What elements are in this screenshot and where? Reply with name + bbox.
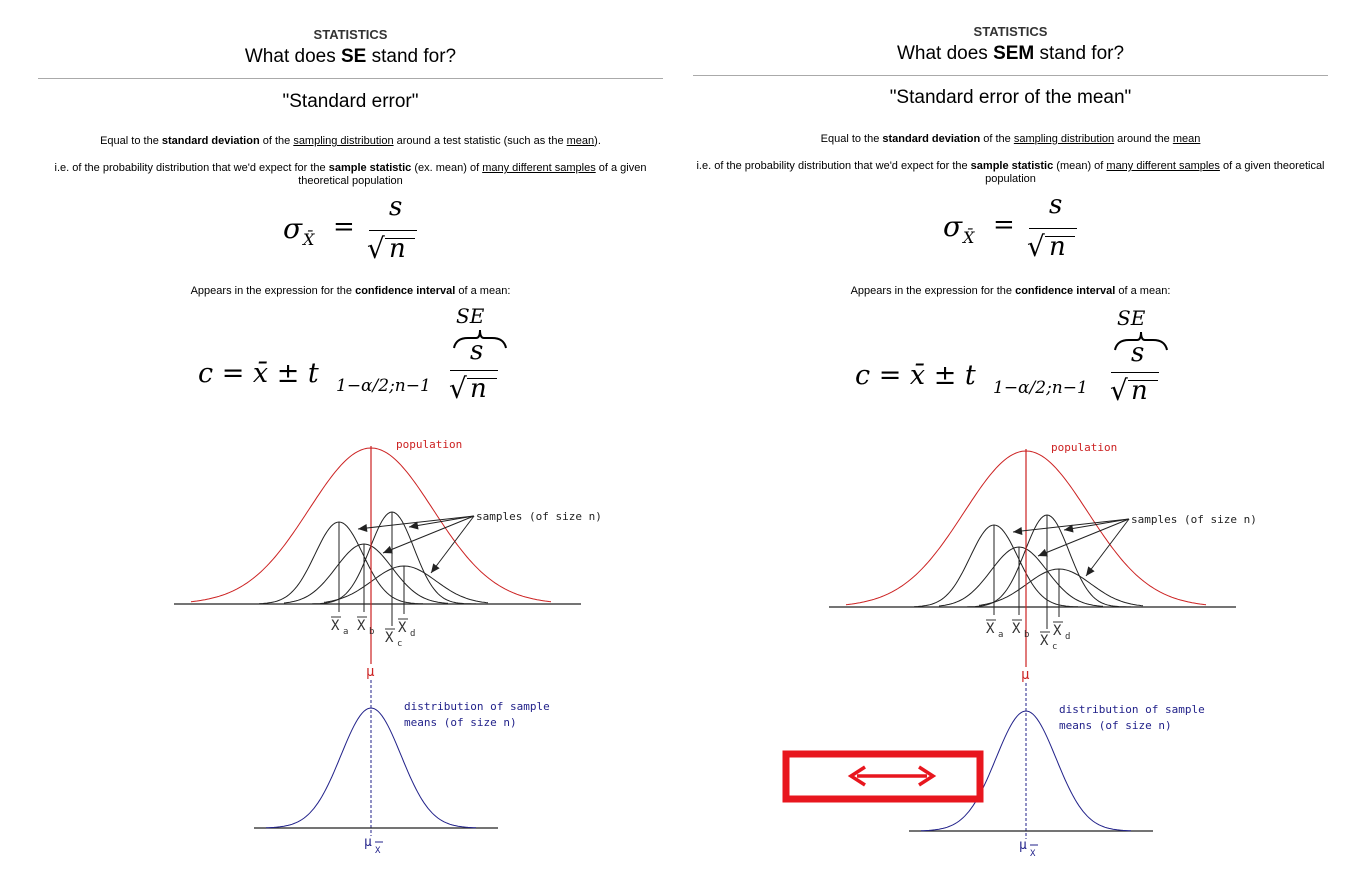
xbar-label-b-sub: b (369, 627, 375, 637)
xbar-label-a-sub: a (343, 627, 349, 637)
samples-label: samples (of size n) (1131, 513, 1257, 526)
se-formula: σ X̄ = s √ n (283, 196, 433, 268)
sampling-diagram (791, 439, 1257, 869)
divider (693, 75, 1328, 76)
xbar-label-c-sub: c (1052, 642, 1058, 652)
ci-intro-line: Appears in the expression for the confidence interval of a mean: (850, 285, 1171, 297)
samples-label: samples (of size n) (476, 510, 602, 523)
ci-intro-line: Appears in the expression for the confidence interval of a mean: (190, 285, 511, 297)
definition-line: Equal to the standard deviation of the sampling distribution around the mean (820, 133, 1201, 145)
mu-xbar-sub: X (375, 846, 381, 856)
xbar-label-d-sub: d (410, 629, 416, 639)
question-heading: What does SEM stand for? (896, 43, 1125, 64)
arrow-a-head (358, 524, 367, 532)
answer-title: "Standard error" (282, 91, 419, 112)
sem-formula: σ X̄ = s √ n (943, 194, 1093, 266)
xbar-label-d-sub: d (1065, 632, 1071, 642)
definition-line: Equal to the standard deviation of the sampling distribution around a test statistic (such as the mean). (100, 135, 601, 147)
xbar-label-a-sub: a (998, 630, 1004, 640)
sample-curve-a (914, 525, 1078, 607)
mu-label: μ (366, 664, 375, 680)
xbar-label-c-sub: c (397, 639, 403, 649)
explanation-line: i.e. of the probability distribution that we'd expect for the sample statistic (ex. mean) of many different samples of a given theoretical population (54, 162, 647, 187)
mu-xbar-sub: X (1030, 849, 1036, 859)
category-label: STATISTICS (973, 24, 1048, 39)
xbar-label-a: X (331, 618, 340, 634)
ci-formula: c = x̄ ± t 1−α/2;n−1 SE s √ n (855, 306, 1175, 418)
sample-curve-c (967, 515, 1131, 607)
question-heading: What does SE stand for? (244, 46, 457, 67)
sample-curve-b (284, 544, 448, 603)
category-label: STATISTICS (313, 27, 388, 42)
mu-xbar-label: μ (1019, 838, 1027, 853)
panel-sem (693, 0, 1328, 891)
arrow-c (409, 516, 474, 527)
sampling-diagram (136, 436, 602, 861)
sample-curve-b (939, 547, 1103, 606)
xbar-label-d: X (398, 620, 407, 636)
xbar-label-b: X (357, 618, 366, 634)
dist-label-line1: distribution of sample (404, 700, 550, 713)
ci-formula: c = x̄ ± t 1−α/2;n−1 SE s √ n (198, 306, 518, 416)
xbar-label-b-sub: b (1024, 630, 1030, 640)
dist-label-line1: distribution of sample (1059, 703, 1205, 716)
sample-curve-a (259, 522, 423, 604)
xbar-label-b: X (1012, 621, 1021, 637)
dist-label-line2: means (of size n) (1059, 719, 1172, 732)
dist-label-line2: means (of size n) (404, 716, 517, 729)
answer-title: "Standard error of the mean" (889, 87, 1132, 108)
arrow-c (1064, 519, 1129, 530)
xbar-label-c: X (1040, 633, 1049, 649)
mu-label: μ (1021, 667, 1030, 683)
xbar-label-c: X (385, 630, 394, 646)
xbar-label-a: X (986, 621, 995, 637)
sample-curve-c (312, 512, 476, 604)
arrow-d-head (1086, 566, 1095, 576)
arrow-a-head (1013, 527, 1022, 535)
population-label: population (396, 438, 463, 451)
divider (38, 78, 663, 79)
population-label: population (1051, 441, 1118, 454)
explanation-line: i.e. of the probability distribution that we'd expect for the sample statistic (mean) of many different samples of a given theoretical population (696, 160, 1325, 185)
mu-xbar-label: μ (364, 835, 372, 850)
panel-se (38, 0, 663, 891)
arrow-d-head (431, 563, 440, 573)
xbar-label-d: X (1053, 623, 1062, 639)
